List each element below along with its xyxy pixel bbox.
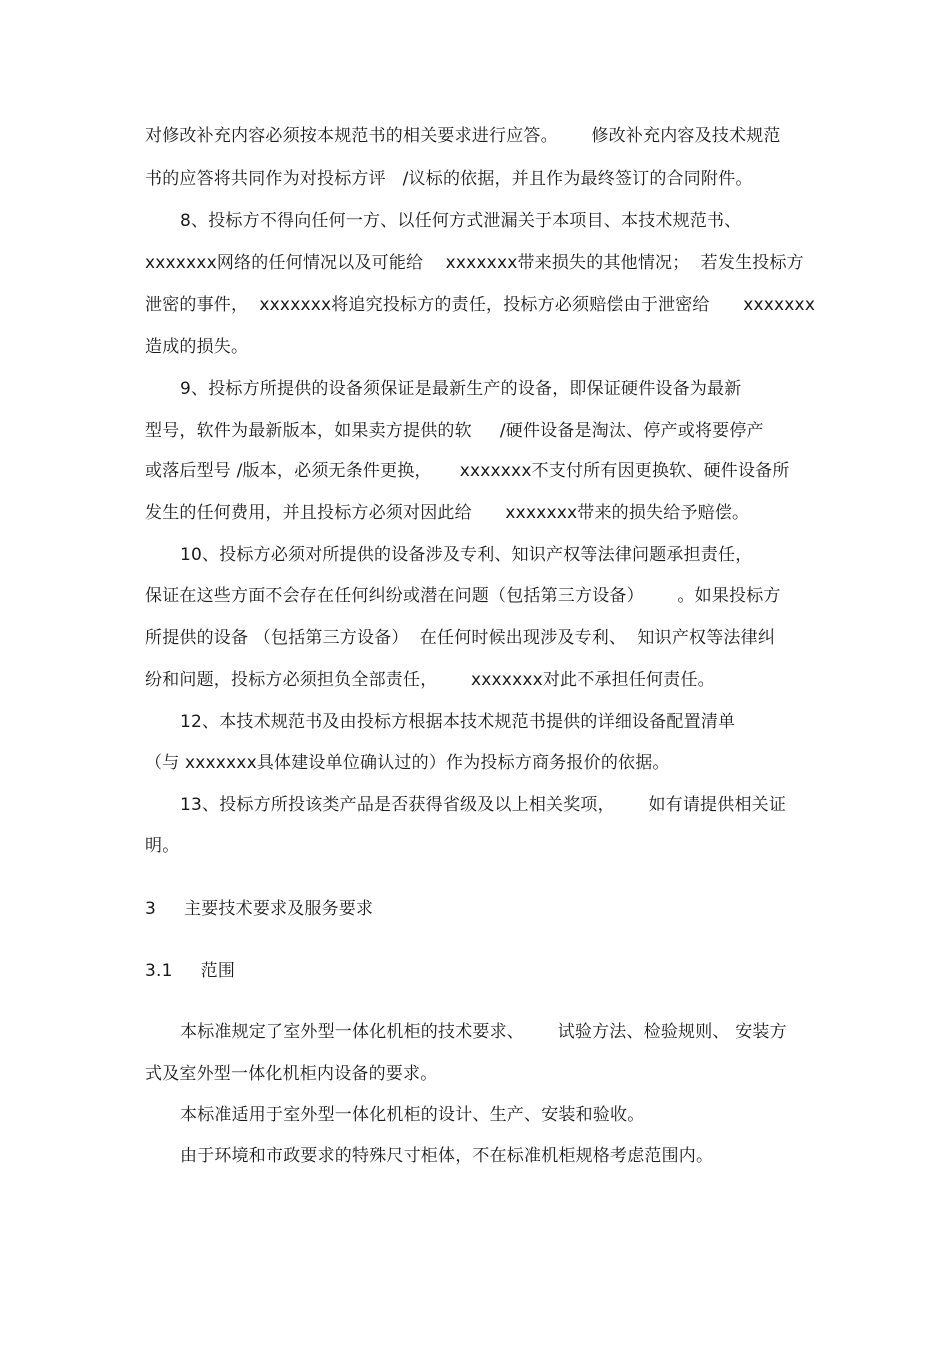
paragraph-line: 书的应答将共同作为对投标方评 /议标的依据，并且作为最终签订的合同附件。: [145, 169, 753, 189]
scope-paragraph-line: 本标准规定了室外型一体化机柜的技术要求、 试验方法、检验规则、 安装方: [180, 1022, 787, 1042]
scope-paragraph-line: 由于环境和市政要求的特殊尺寸柜体，不在标准机柜规格考虑范围内。: [180, 1146, 714, 1166]
paragraph-line: 或落后型号 /版本，必须无条件更换， xxxxxxx不支付所有因更换软、硬件设备所: [145, 461, 790, 481]
paragraph-line: 造成的损失。: [145, 337, 249, 357]
paragraph-line: 型号，软件为最新版本，如果卖方提供的软 /硬件设备是淘汰、停产或将要停产: [145, 421, 764, 441]
paragraph-line: 发生的任何费用，并且投标方必须对因此给 xxxxxxx带来的损失给予赔偿。: [145, 503, 750, 523]
paragraph-line: 纷和问题，投标方必须担负全部责任， xxxxxxx对此不承担任何责任。: [145, 670, 715, 690]
paragraph-line: 式及室外型一体化机柜内设备的要求。: [145, 1064, 438, 1084]
paragraph-line: 对修改补充内容必须按本规范书的相关要求进行应答。 修改补充内容及技术规范: [145, 126, 781, 146]
clause-13-line: 13、投标方所投该类产品是否获得省级及以上相关奖项， 如有请提供相关证: [180, 795, 787, 815]
section-heading-3-1: 3.1 范围: [145, 961, 236, 981]
paragraph-line: 明。: [145, 836, 180, 856]
paragraph-line: 泄密的事件， xxxxxxx将追究投标方的责任，投标方必须赔偿由于泄密给 xxxxxxx: [145, 295, 816, 315]
paragraph-line: xxxxxxx网络的任何情况以及可能给 xxxxxxx带来损失的其他情况； 若发生投标方: [145, 253, 804, 273]
paragraph-line: 所提供的设备 （包括第三方设备） 在任何时候出现涉及专利、 知识产权等法律纠: [145, 628, 776, 648]
scope-paragraph-line: 本标准适用于室外型一体化机柜的设计、生产、安装和验收。: [180, 1105, 645, 1125]
clause-9-line: 9、投标方所提供的设备须保证是最新生产的设备，即保证硬件设备为最新: [180, 379, 742, 399]
clause-10-line: 10、投标方必须对所提供的设备涉及专利、知识产权等法律问题承担责任，: [180, 545, 753, 565]
paragraph-line: 保证在这些方面不会存在任何纠纷或潜在问题（包括第三方设备） 。如果投标方: [145, 586, 781, 606]
paragraph-line: （与 xxxxxxx具体建设单位确认过的）作为投标方商务报价的依据。: [145, 753, 670, 773]
section-heading-3: 3 主要技术要求及服务要求: [145, 899, 374, 919]
clause-8-line: 8、投标方不得向任何一方、以任何方式泄漏关于本项目、本技术规范书、: [180, 211, 742, 231]
clause-12-line: 12、本技术规范书及由投标方根据本技术规范书提供的详细设备配置清单: [180, 712, 736, 732]
